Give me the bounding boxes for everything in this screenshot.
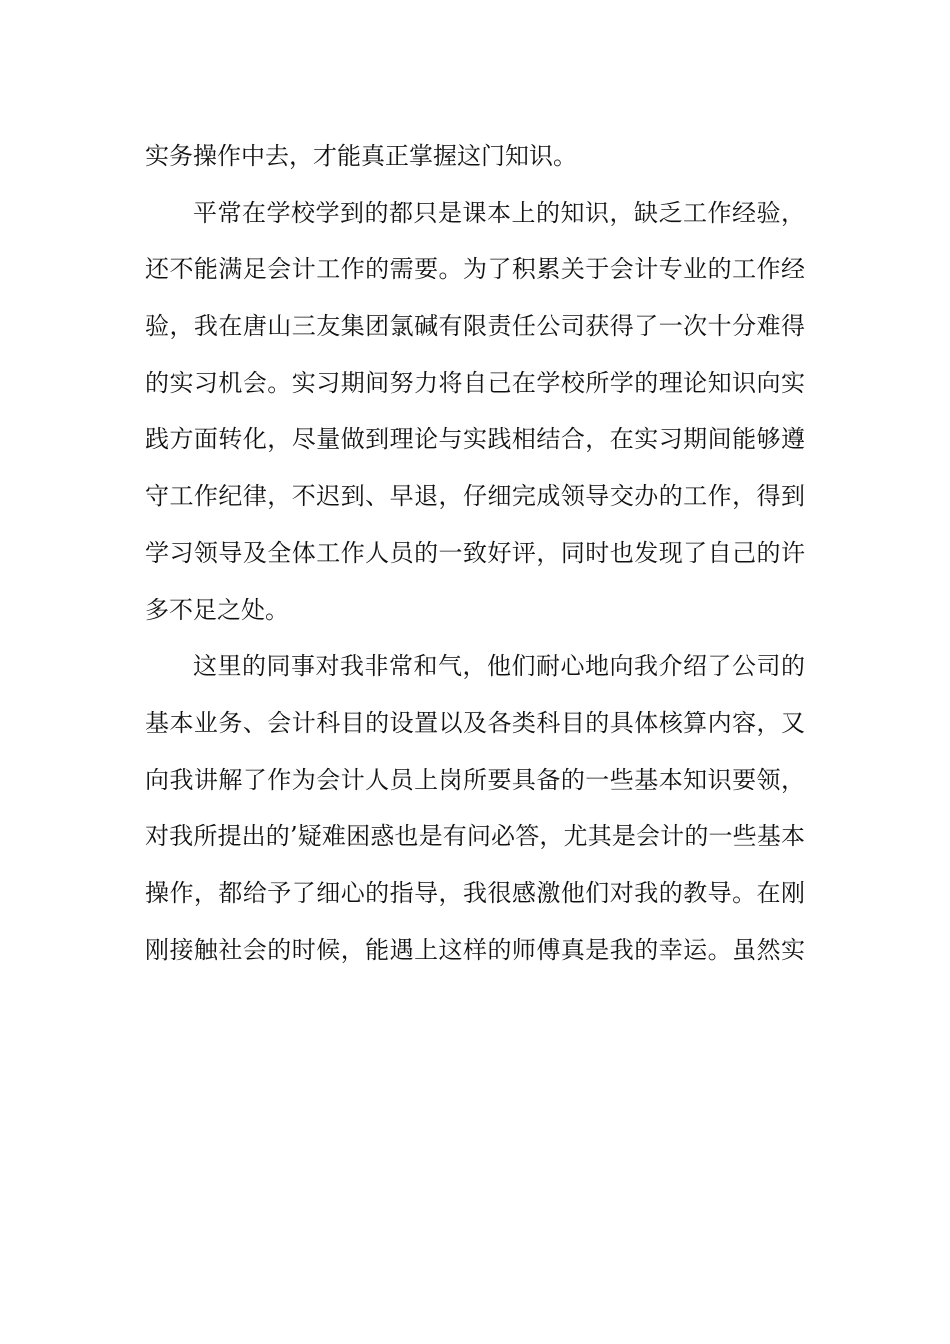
text-line: 学习领导及全体工作人员的一致好评，同时也发现了自己的许 [145,538,805,567]
text-line: 多不足之处。 [145,595,289,624]
text-line: 刚接触社会的时候，能遇上这样的师傅真是我的幸运。虽然实 [145,935,805,964]
text-line: 操作，都给予了细心的指导，我很感激他们对我的教导。在刚 [145,878,805,907]
paragraph-first-line: 平常在学校学到的都只是课本上的知识，缺乏工作经验， [193,198,805,227]
text-line: 对我所提出的’疑难困惑也是有问必答，尤其是会计的一些基本 [145,822,805,851]
text-line: 的实习机会。实习期间努力将自己在学校所学的理论知识向实 [145,368,805,397]
paragraph-first-line: 这里的同事对我非常和气，他们耐心地向我介绍了公司的 [193,652,805,681]
text-line: 还不能满足会计工作的需要。为了积累关于会计专业的工作经 [145,255,805,284]
text-line: 守工作纪律，不迟到、早退，仔细完成领导交办的工作，得到 [145,482,805,511]
text-line: 践方面转化，尽量做到理论与实践相结合，在实习期间能够遵 [145,425,805,454]
text-line: 向我讲解了作为会计人员上岗所要具备的一些基本知识要领， [145,765,805,794]
body-text [145,128,805,978]
text-line: 基本业务、会计科目的设置以及各类科目的具体核算内容，又 [145,708,805,737]
text-line: 实务操作中去，才能真正掌握这门知识。 [145,142,577,170]
text-line: 验，我在唐山三友集团氯碱有限责任公司获得了一次十分难得 [145,312,805,341]
